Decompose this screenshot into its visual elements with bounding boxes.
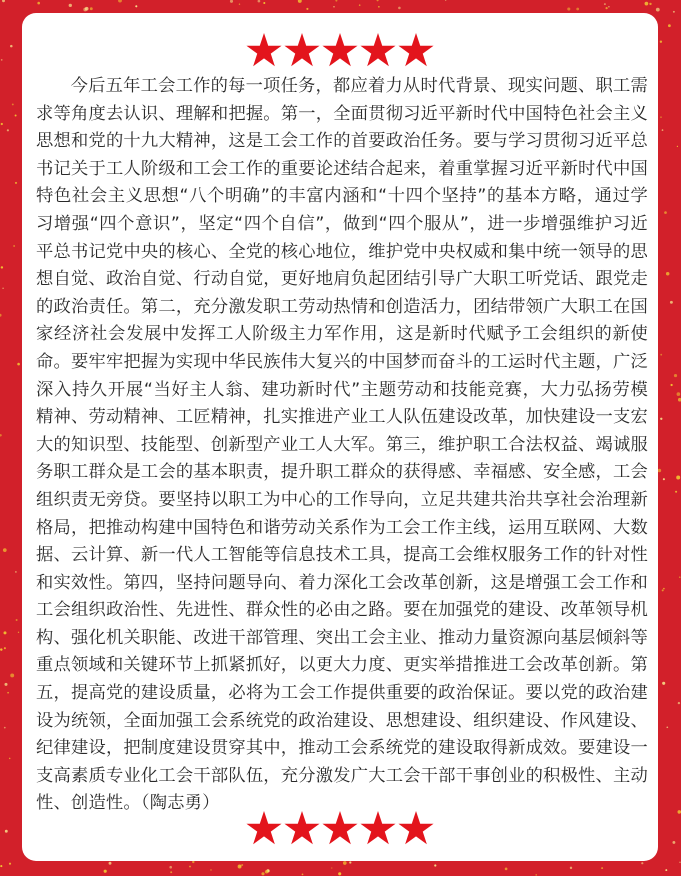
top-stars-row xyxy=(22,33,658,67)
confetti-dot xyxy=(668,24,671,27)
confetti-dot xyxy=(37,2,40,5)
confetti-dot xyxy=(660,116,661,117)
confetti-dot xyxy=(664,211,667,214)
confetti-dot xyxy=(69,4,72,7)
confetti-dot xyxy=(18,632,19,633)
confetti-dot xyxy=(377,0,379,1)
confetti-dot xyxy=(266,869,269,872)
confetti-dot xyxy=(10,673,14,677)
confetti-dot xyxy=(7,692,9,694)
confetti-dot xyxy=(15,182,17,184)
confetti-dot xyxy=(170,871,172,873)
confetti-dot xyxy=(576,8,579,11)
confetti-dot xyxy=(302,874,304,876)
confetti-dot xyxy=(169,866,172,869)
star-icon xyxy=(246,33,282,67)
confetti-dot xyxy=(0,434,2,436)
confetti-dot xyxy=(15,571,17,573)
confetti-dot xyxy=(5,830,8,833)
confetti-dot xyxy=(677,146,678,147)
confetti-dot xyxy=(0,648,2,650)
confetti-dot xyxy=(104,870,107,873)
confetti-dot xyxy=(4,727,6,729)
confetti-dot xyxy=(641,862,643,864)
star-icon xyxy=(322,811,358,845)
confetti-dot xyxy=(604,3,606,5)
confetti-dot xyxy=(434,864,436,866)
confetti-dot xyxy=(3,548,7,552)
confetti-dot xyxy=(666,272,669,275)
confetti-dot xyxy=(662,682,665,685)
confetti-dot xyxy=(570,867,572,869)
confetti-dot xyxy=(9,758,11,760)
confetti-dot xyxy=(359,4,361,6)
confetti-dot xyxy=(665,869,667,871)
confetti-dot xyxy=(10,45,13,48)
star-icon xyxy=(360,33,396,67)
confetti-dot xyxy=(1,59,3,61)
confetti-dot xyxy=(239,865,241,867)
star-icon xyxy=(398,811,434,845)
confetti-dot xyxy=(306,8,308,10)
confetti-dot xyxy=(263,2,265,4)
confetti-dot xyxy=(13,245,15,247)
confetti-dot xyxy=(12,103,14,105)
confetti-dot xyxy=(4,683,7,686)
article-card xyxy=(22,13,658,861)
confetti-dot xyxy=(666,726,668,728)
confetti-dot xyxy=(85,7,89,11)
confetti-dot xyxy=(662,589,664,591)
confetti-dot xyxy=(1,266,3,268)
confetti-dot xyxy=(660,41,662,43)
confetti-dot xyxy=(265,870,268,873)
confetti-dot xyxy=(660,418,662,420)
confetti-dot xyxy=(338,872,341,875)
confetti-dot xyxy=(649,3,651,5)
confetti-dot xyxy=(0,314,2,317)
confetti-dot xyxy=(343,861,347,865)
confetti-dot xyxy=(90,7,93,10)
confetti-dot xyxy=(663,478,665,480)
confetti-dot xyxy=(333,6,335,8)
confetti-dot xyxy=(238,865,242,869)
confetti-dot xyxy=(678,810,681,814)
confetti-dot xyxy=(9,863,11,865)
confetti-dot xyxy=(670,301,673,304)
confetti-dot xyxy=(298,0,302,3)
bottom-stars-row xyxy=(22,811,658,845)
confetti-dot xyxy=(230,0,233,3)
confetti-dot xyxy=(679,576,681,578)
star-icon xyxy=(322,33,358,67)
confetti-dot xyxy=(675,491,677,493)
star-icon xyxy=(284,33,320,67)
confetti-dot xyxy=(676,476,680,480)
confetti-dot xyxy=(17,363,20,366)
star-icon xyxy=(398,33,434,67)
confetti-dot xyxy=(135,5,137,7)
confetti-dot xyxy=(1,123,3,125)
article-paragraph: 今后五年工会工作的每一项任务，都应着力从时代背景、现实问题、职工需求等角度去认识、理解和把握。第一，全面贯彻习近平新时代中国特色社会主义思想和党的十九大精神，这是工会工作的首要政治任务。要与学习贯彻习近平总书记关于工人阶级和工会工作的重要论述结合起来，着重掌握习近平新时代中国特色社会主义思想“八个明确”的丰富内涵和“十四个坚持”的基本方略，通过学习增强“四个意识”，坚定“四个自信”，做到“四个服从”，进一步增强维护习近平总书记党中央的核心、全党的核心地位，维护党中央权威和集中统一领导的思想自觉、政治自觉、行动自觉，更好地肩负起团结引导广大职工听党话、跟党走的政治责任。第二，充分激发职工劳动热情和创造活力，团结带领广大职工在国家经济社会发展中发挥工人阶级主力军作用，这是新时代赋予工会组织的新使命。要牢牢把握为实现中华民族伟大复兴的中国梦而奋斗的工运时代主题，广泛深入持久开展“当好主人翁、建功新时代”主题劳动和技能竞赛，大力弘扬劳模精神、劳动精神、工匠精神，扎实推进产业工人队伍建设改革，加快建设一支宏大的知识型、技能型、创新型产业工人大军。第三，维护职工合法权益、竭诚服务职工群众是工会的基本职责，提升职工群众的获得感、幸福感、安全感，工会组织责无旁贷。要坚持以职工为中心的工作导向，立足共建共治共享社会治理新格局，把推动构建中国特色和谐劳动关系作为工会工作主线，运用互联网、大数据、云计算、新一代人工智能等信息技术工具，提高工会维权服务工作的针对性和实效性。第四，坚持问题导向、着力深化工会改革创新，这是增强工会工作和工会组织政治性、先进性、群众性的必由之路。要在加强党的建设、改革领导机构、强化机关职能、改进干部管理、突出工会主业、推动力量资源向基层倾斜等重点领域和关键环节上抓紧抓好，以更大力度、更实举措推进工会改革创新。第五，提高党的建设质量，必将为工会工作提供重要的政治保证。要以党的政治建设为统领，全面加强工会系统党的政治建设、思想建设、组织建设、作风建设、纪律建设，把制度建设贯穿其中，推动工会系统党的建设取得新成效。要建设一支高素质专业化工会干部队伍，充分激发广大工会干部干事创业的积极性、主动性、创造性。（陶志勇） xyxy=(36,76,648,814)
confetti-dot xyxy=(2,288,4,290)
confetti-dot xyxy=(4,647,6,649)
confetti-dot xyxy=(109,862,112,865)
confetti-dot xyxy=(261,872,264,875)
confetti-dot xyxy=(239,3,240,4)
confetti-dot xyxy=(658,469,662,473)
confetti-dot xyxy=(660,354,662,356)
star-icon xyxy=(246,811,282,845)
confetti-dot xyxy=(4,631,7,634)
confetti-dot xyxy=(258,0,261,2)
confetti-dot xyxy=(656,8,660,12)
confetti-dot xyxy=(331,867,332,868)
confetti-dot xyxy=(674,374,677,377)
confetti-dot xyxy=(398,7,401,10)
confetti-dot xyxy=(608,6,609,7)
confetti-dot xyxy=(0,865,2,867)
confetti-dot xyxy=(15,115,17,117)
confetti-dot xyxy=(16,619,18,621)
confetti-dot xyxy=(663,588,665,590)
confetti-dot xyxy=(645,2,649,6)
confetti-dot xyxy=(118,0,122,3)
confetti-dot xyxy=(678,702,680,704)
confetti-dot xyxy=(567,7,570,10)
confetti-dot xyxy=(335,0,337,2)
star-icon xyxy=(284,811,320,845)
confetti-dot xyxy=(679,862,680,863)
confetti-dot xyxy=(2,0,5,2)
confetti-dot xyxy=(83,8,87,12)
confetti-dot xyxy=(672,841,675,844)
confetti-dot xyxy=(349,861,351,863)
confetti-dot xyxy=(535,874,537,876)
confetti-dot xyxy=(505,868,508,871)
confetti-dot xyxy=(662,129,664,131)
confetti-dot xyxy=(192,861,194,863)
confetti-dot xyxy=(210,869,211,870)
confetti-dot xyxy=(378,6,380,8)
confetti-dot xyxy=(670,384,672,386)
confetti-dot xyxy=(601,867,603,869)
confetti-dot xyxy=(673,11,675,13)
confetti-dot xyxy=(445,0,446,1)
confetti-dot xyxy=(7,129,9,131)
confetti-dot xyxy=(189,866,191,868)
confetti-dot xyxy=(606,7,608,9)
star-icon xyxy=(360,811,396,845)
confetti-dot xyxy=(241,864,243,866)
confetti-dot xyxy=(677,392,681,396)
